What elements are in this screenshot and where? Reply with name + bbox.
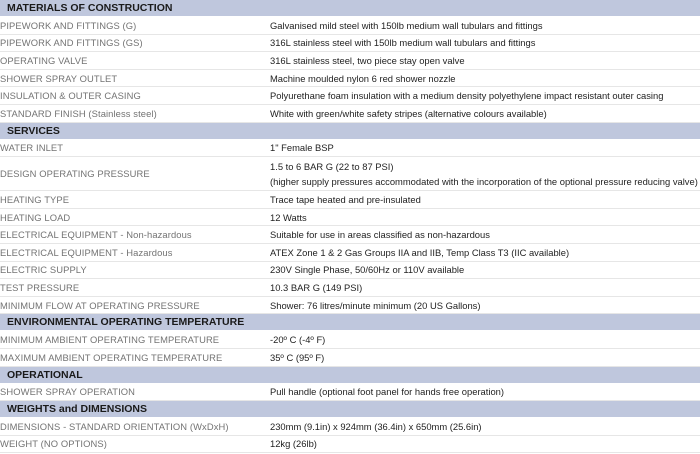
row-label: STANDARD FINISH (Stainless steel) [0, 104, 270, 122]
row-label: INSULATION & OUTER CASING [0, 87, 270, 105]
row-value: 316L stainless steel with 150lb medium wall tubulars and fittings [270, 34, 700, 52]
row-value: 316L stainless steel, two piece stay open valve [270, 52, 700, 70]
table-row [0, 17, 700, 35]
section-title: ENVIRONMENTAL OPERATING TEMPERATURE [0, 314, 700, 331]
row-label: DIMENSIONS - STANDARD ORIENTATION (WxDxH) [0, 418, 270, 436]
row-value: 10.3 BAR G (149 PSI) [270, 279, 700, 297]
section-header-weights-dimensions [0, 401, 700, 418]
row-label: ELECTRICAL EQUIPMENT - Non-hazardous [0, 226, 270, 244]
row-label: SHOWER SPRAY OUTLET [0, 69, 270, 87]
row-value-line-2: (higher supply pressures accommodated with the incorporation of the optional pressure reducing valve) [270, 175, 698, 187]
row-value: White with green/white safety stripes (alternative colours available) [270, 104, 700, 122]
row-label: WATER INLET [0, 139, 270, 157]
table-row [0, 296, 700, 314]
row-value: Pull handle (optional foot panel for hands free operation) [270, 383, 700, 401]
table-row [0, 69, 700, 87]
table-row [0, 87, 700, 105]
row-label: HEATING LOAD [0, 208, 270, 226]
table-row [0, 435, 700, 453]
table-row [0, 243, 700, 261]
row-value [270, 157, 700, 191]
table-row [0, 279, 700, 297]
table-row [0, 331, 700, 349]
row-label: MINIMUM AMBIENT OPERATING TEMPERATURE [0, 331, 270, 349]
row-label: MAXIMUM AMBIENT OPERATING TEMPERATURE [0, 348, 270, 366]
section-header-operational [0, 366, 700, 383]
table-row [0, 157, 700, 191]
section-header-environmental [0, 314, 700, 331]
table-row [0, 261, 700, 279]
table-row [0, 226, 700, 244]
section-header-materials [0, 0, 700, 17]
row-value: Polyurethane foam insulation with a medium density polyethylene impact resistant outer casing [270, 87, 700, 105]
row-label: SHOWER SPRAY OPERATION [0, 383, 270, 401]
row-value: Galvanised mild steel with 150lb medium wall tubulars and fittings [270, 17, 700, 35]
section-header-services [0, 122, 700, 139]
table-row [0, 208, 700, 226]
row-label: TEST PRESSURE [0, 279, 270, 297]
row-value: 12kg (26lb) [270, 435, 700, 453]
row-label: MINIMUM FLOW AT OPERATING PRESSURE [0, 296, 270, 314]
table-row [0, 104, 700, 122]
row-label: HEATING TYPE [0, 191, 270, 209]
row-value: Shower: 76 litres/minute minimum (20 US Gallons) [270, 296, 700, 314]
row-label: DESIGN OPERATING PRESSURE [0, 157, 270, 191]
table-row [0, 348, 700, 366]
row-label: WEIGHT (NO OPTIONS) [0, 435, 270, 453]
row-value: 230mm (9.1in) x 924mm (36.4in) x 650mm (25.6in) [270, 418, 700, 436]
section-title: OPERATIONAL [0, 366, 700, 383]
row-value: Suitable for use in areas classified as non-hazardous [270, 226, 700, 244]
row-label: ELECTRICAL EQUIPMENT - Hazardous [0, 243, 270, 261]
section-title: MATERIALS OF CONSTRUCTION [0, 0, 700, 17]
row-label: ELECTRIC SUPPLY [0, 261, 270, 279]
table-row [0, 191, 700, 209]
section-title: WEIGHTS and DIMENSIONS [0, 401, 700, 418]
table-row [0, 52, 700, 70]
row-value: Trace tape heated and pre-insulated [270, 191, 700, 209]
table-row [0, 418, 700, 436]
table-row [0, 34, 700, 52]
row-label: PIPEWORK AND FITTINGS (GS) [0, 34, 270, 52]
row-label: OPERATING VALVE [0, 52, 270, 70]
table-row [0, 139, 700, 157]
row-value: Machine moulded nylon 6 red shower nozzle [270, 69, 700, 87]
row-value: 35º C (95º F) [270, 348, 700, 366]
row-value: 1" Female BSP [270, 139, 700, 157]
row-value: 230V Single Phase, 50/60Hz or 110V available [270, 261, 700, 279]
row-value: -20º C (-4º F) [270, 331, 700, 349]
row-value-line-1: 1.5 to 6 BAR G (22 to 87 PSI) [270, 160, 394, 172]
table-row [0, 383, 700, 401]
row-label: PIPEWORK AND FITTINGS (G) [0, 17, 270, 35]
row-value: ATEX Zone 1 & 2 Gas Groups IIA and IIB, Temp Class T3 (IIC available) [270, 243, 700, 261]
row-value: 12 Watts [270, 208, 700, 226]
section-title: SERVICES [0, 122, 700, 139]
